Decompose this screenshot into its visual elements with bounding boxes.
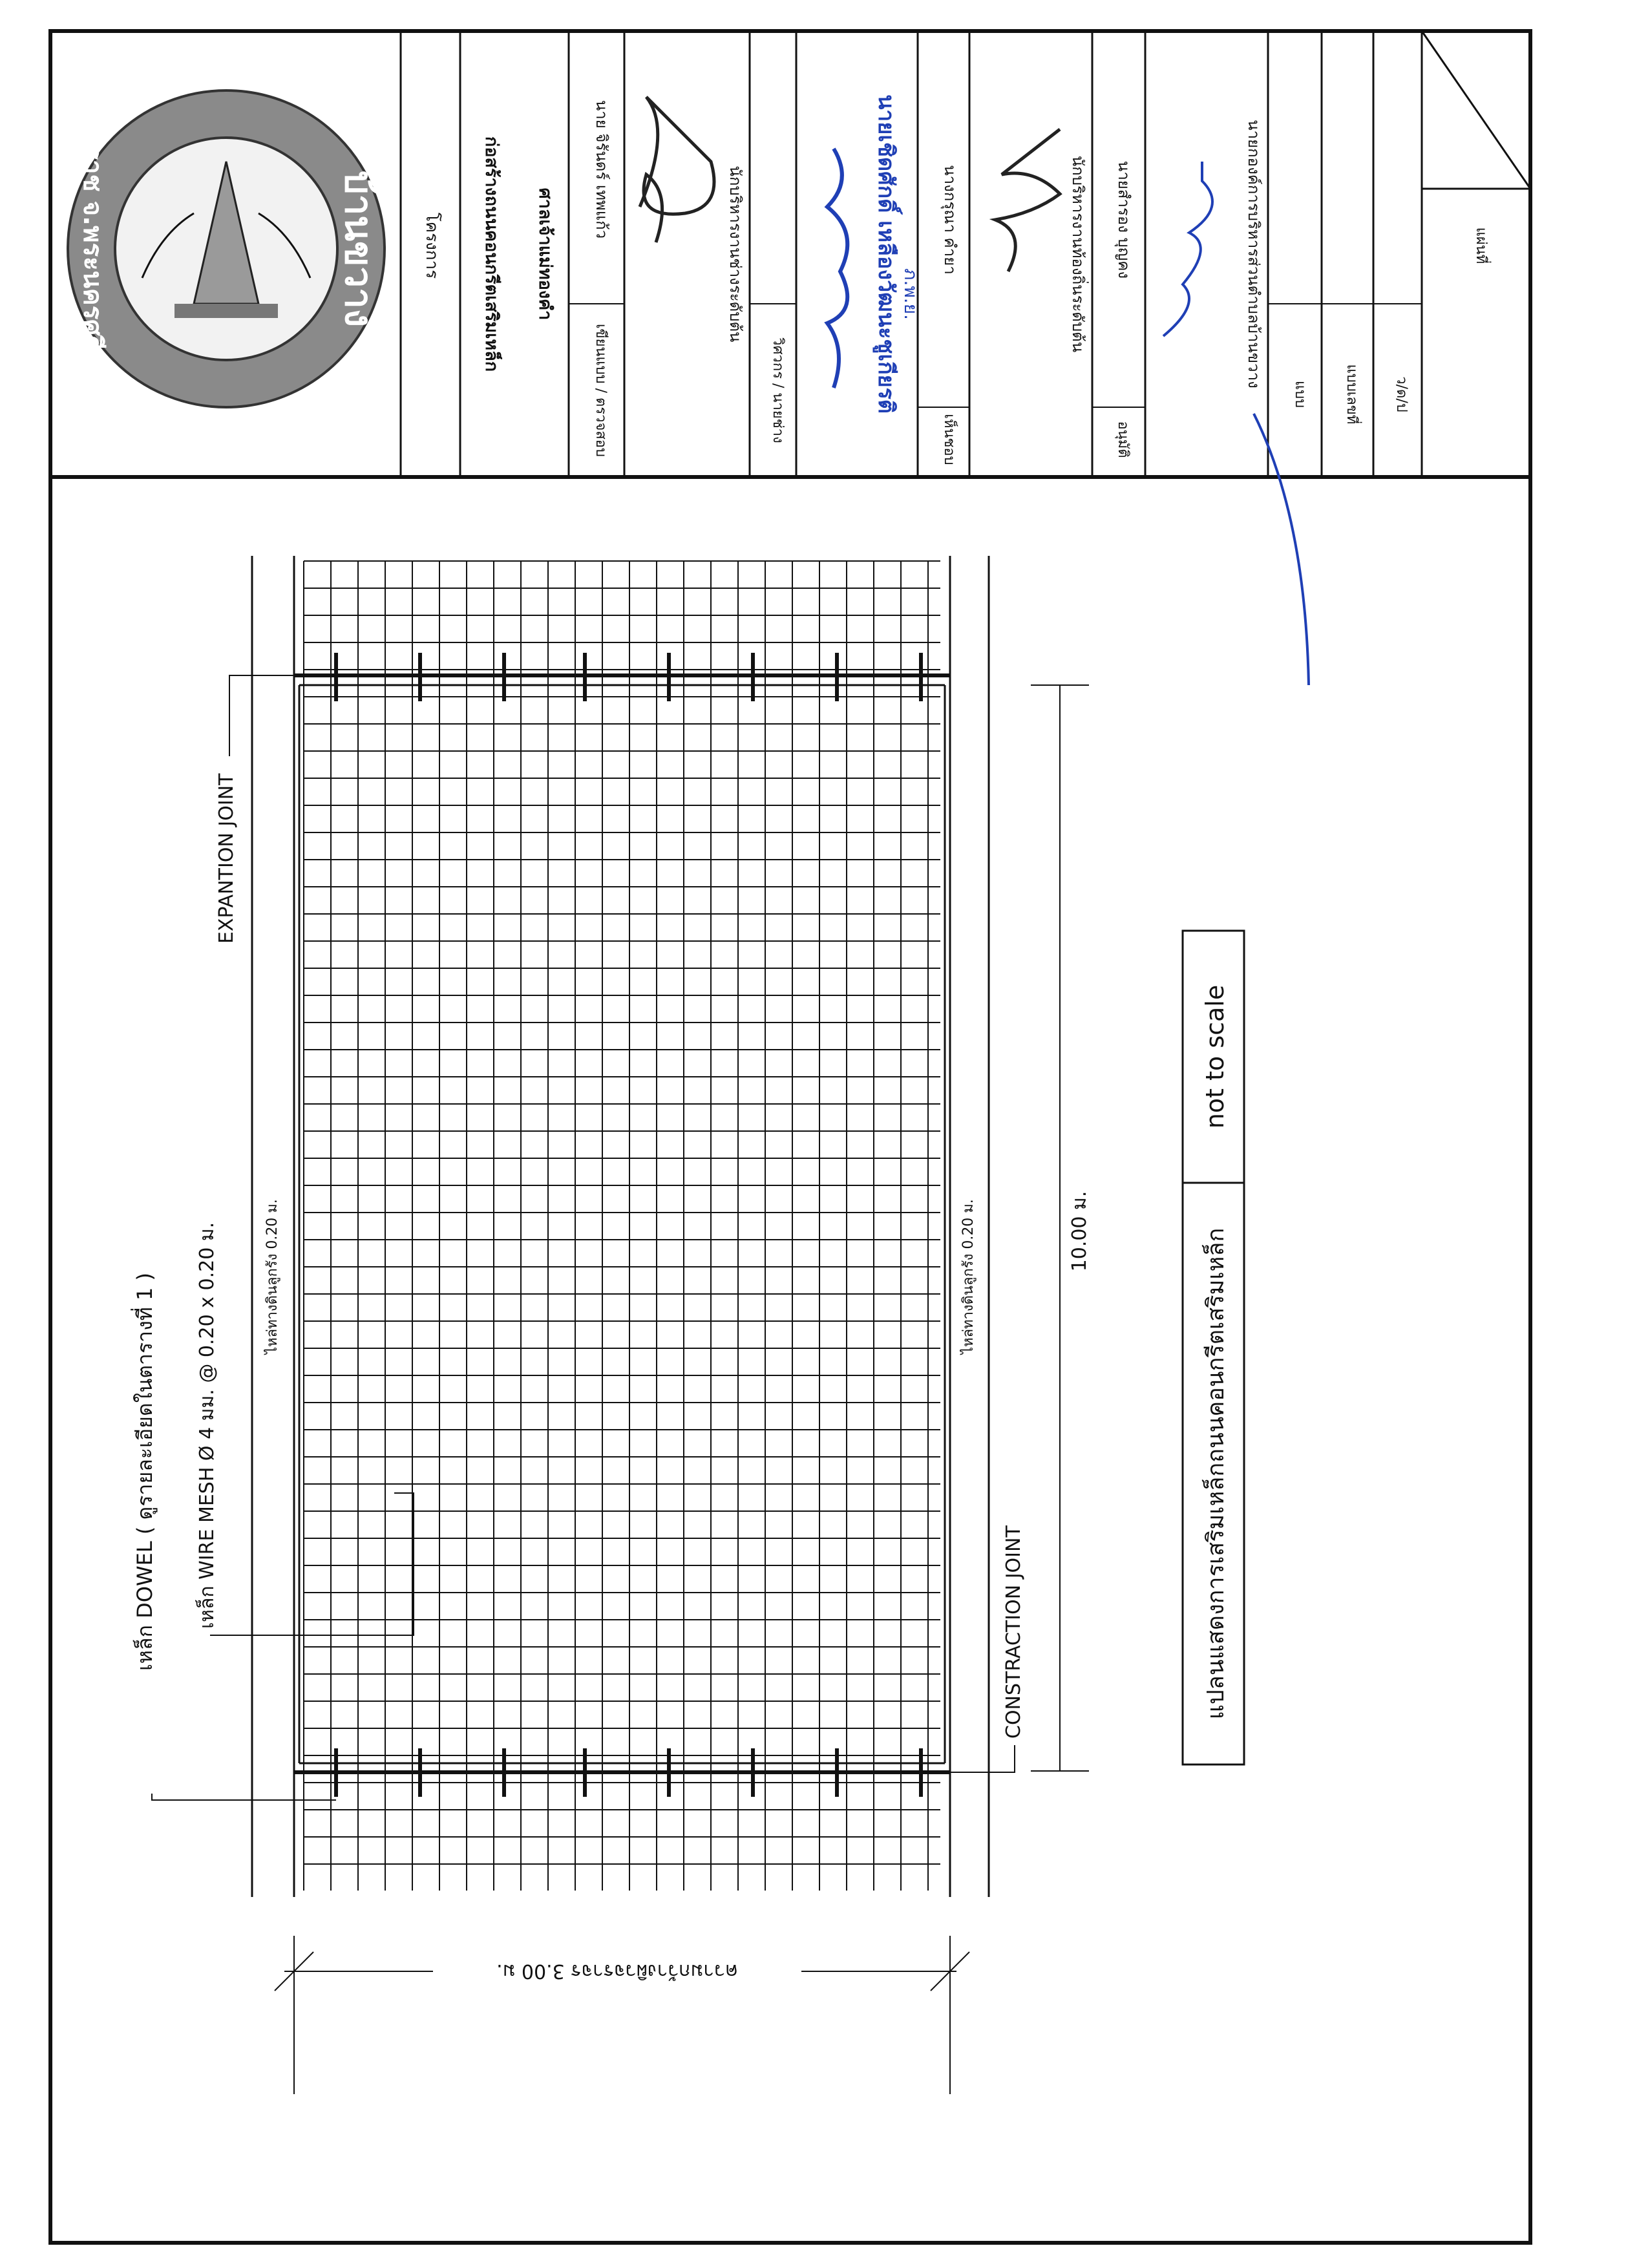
sheet-label: แผ่นที่ xyxy=(1473,227,1489,264)
logo-text-bottom: อ.มหาราช จ.พระนครศรีอยุธยา xyxy=(78,72,107,426)
wire-mesh-label: เหล็ก WIRE MESH Ø 4 มม. @ 0.20 x 0.20 ม. xyxy=(196,1222,218,1629)
construction-joint-label: CONSTRACTION JOINT xyxy=(1002,1525,1025,1739)
length-dim-label: 10.00 ม. xyxy=(1068,1191,1091,1272)
drafter-signature xyxy=(640,97,714,242)
agree-signature xyxy=(995,129,1060,271)
number-label: แบบเลขที่ xyxy=(1344,364,1360,425)
leaders xyxy=(152,675,1015,1800)
project-location: ศาลเจ้าแม่ทองคำ xyxy=(535,187,555,321)
agree-position: นักบริหารงานท้องถิ่นระดับต้น xyxy=(1069,155,1087,353)
plan-title-box xyxy=(1183,931,1244,1765)
length-dimension xyxy=(1031,685,1091,1771)
expansion-joint-label: EXPANTION JOINT xyxy=(215,773,238,944)
agree-label: เห็นชอบ xyxy=(941,414,957,465)
scale-note: not to scale xyxy=(1201,984,1229,1129)
type-label: แบบ xyxy=(1292,380,1308,408)
dowel-bars xyxy=(336,653,921,1797)
wire-mesh-grid xyxy=(299,561,945,1891)
width-dim-label: ความกว้างผิวจราจร 3.00 ม. xyxy=(496,1960,738,1982)
dowel-label: เหล็ก DOWEL ( ดูรายละเอียดในตารางที่ 1 ) xyxy=(132,1272,157,1671)
org-logo xyxy=(68,72,385,426)
road-slab xyxy=(252,556,989,1897)
shoulder-right-label: ไหล่ทางดินลูกรัง 0.20 ม. xyxy=(960,1199,977,1354)
engineer-stamp-name: นายเชิดศักดิ์ เหลืองวัฒนะชูเกียรติ xyxy=(873,94,899,414)
project-name: ก่อสร้างถนนคอนกรีตเสริมเหล็ก xyxy=(481,136,502,372)
title-block xyxy=(68,31,1530,685)
drafter-position: นักบริหารงานช่างระดับต้น xyxy=(726,165,745,343)
approve-label: อนุมัติ xyxy=(1115,421,1131,458)
date-label: ว/ด/ป xyxy=(1393,376,1410,412)
project-label: โครงการ xyxy=(422,212,441,279)
logo-text-top: บ้านขวาง xyxy=(337,170,381,328)
approve-position: นายกองค์การบริหารส่วนตำบลบ้านขวาง xyxy=(1245,120,1263,388)
drafter-label: เขียนแบบ / ตรวจสอบ xyxy=(593,324,609,457)
approve-signature xyxy=(1163,162,1309,685)
shoulder-left-label: ไหล่ทางดินลูกรัง 0.20 ม. xyxy=(264,1199,280,1354)
drafter-name: นาย จิรันดร์ เทพแก้ว xyxy=(593,100,611,239)
engineer-stamp-id: ภ.พ.ย. xyxy=(900,268,922,321)
approve-name: นายสำรอง บุญคง xyxy=(1115,160,1133,279)
plan-title: แปลนแสดงการเสริมเหล็กถนนคอนกรีตเสริมเหล็ก xyxy=(1203,1227,1229,1720)
agree-name: นางกรุณา คำยา xyxy=(941,165,959,275)
engineer-label: วิศวกร / นายช่าง xyxy=(770,337,786,443)
engineer-signature xyxy=(827,149,847,388)
width-dimension xyxy=(275,1936,969,2094)
